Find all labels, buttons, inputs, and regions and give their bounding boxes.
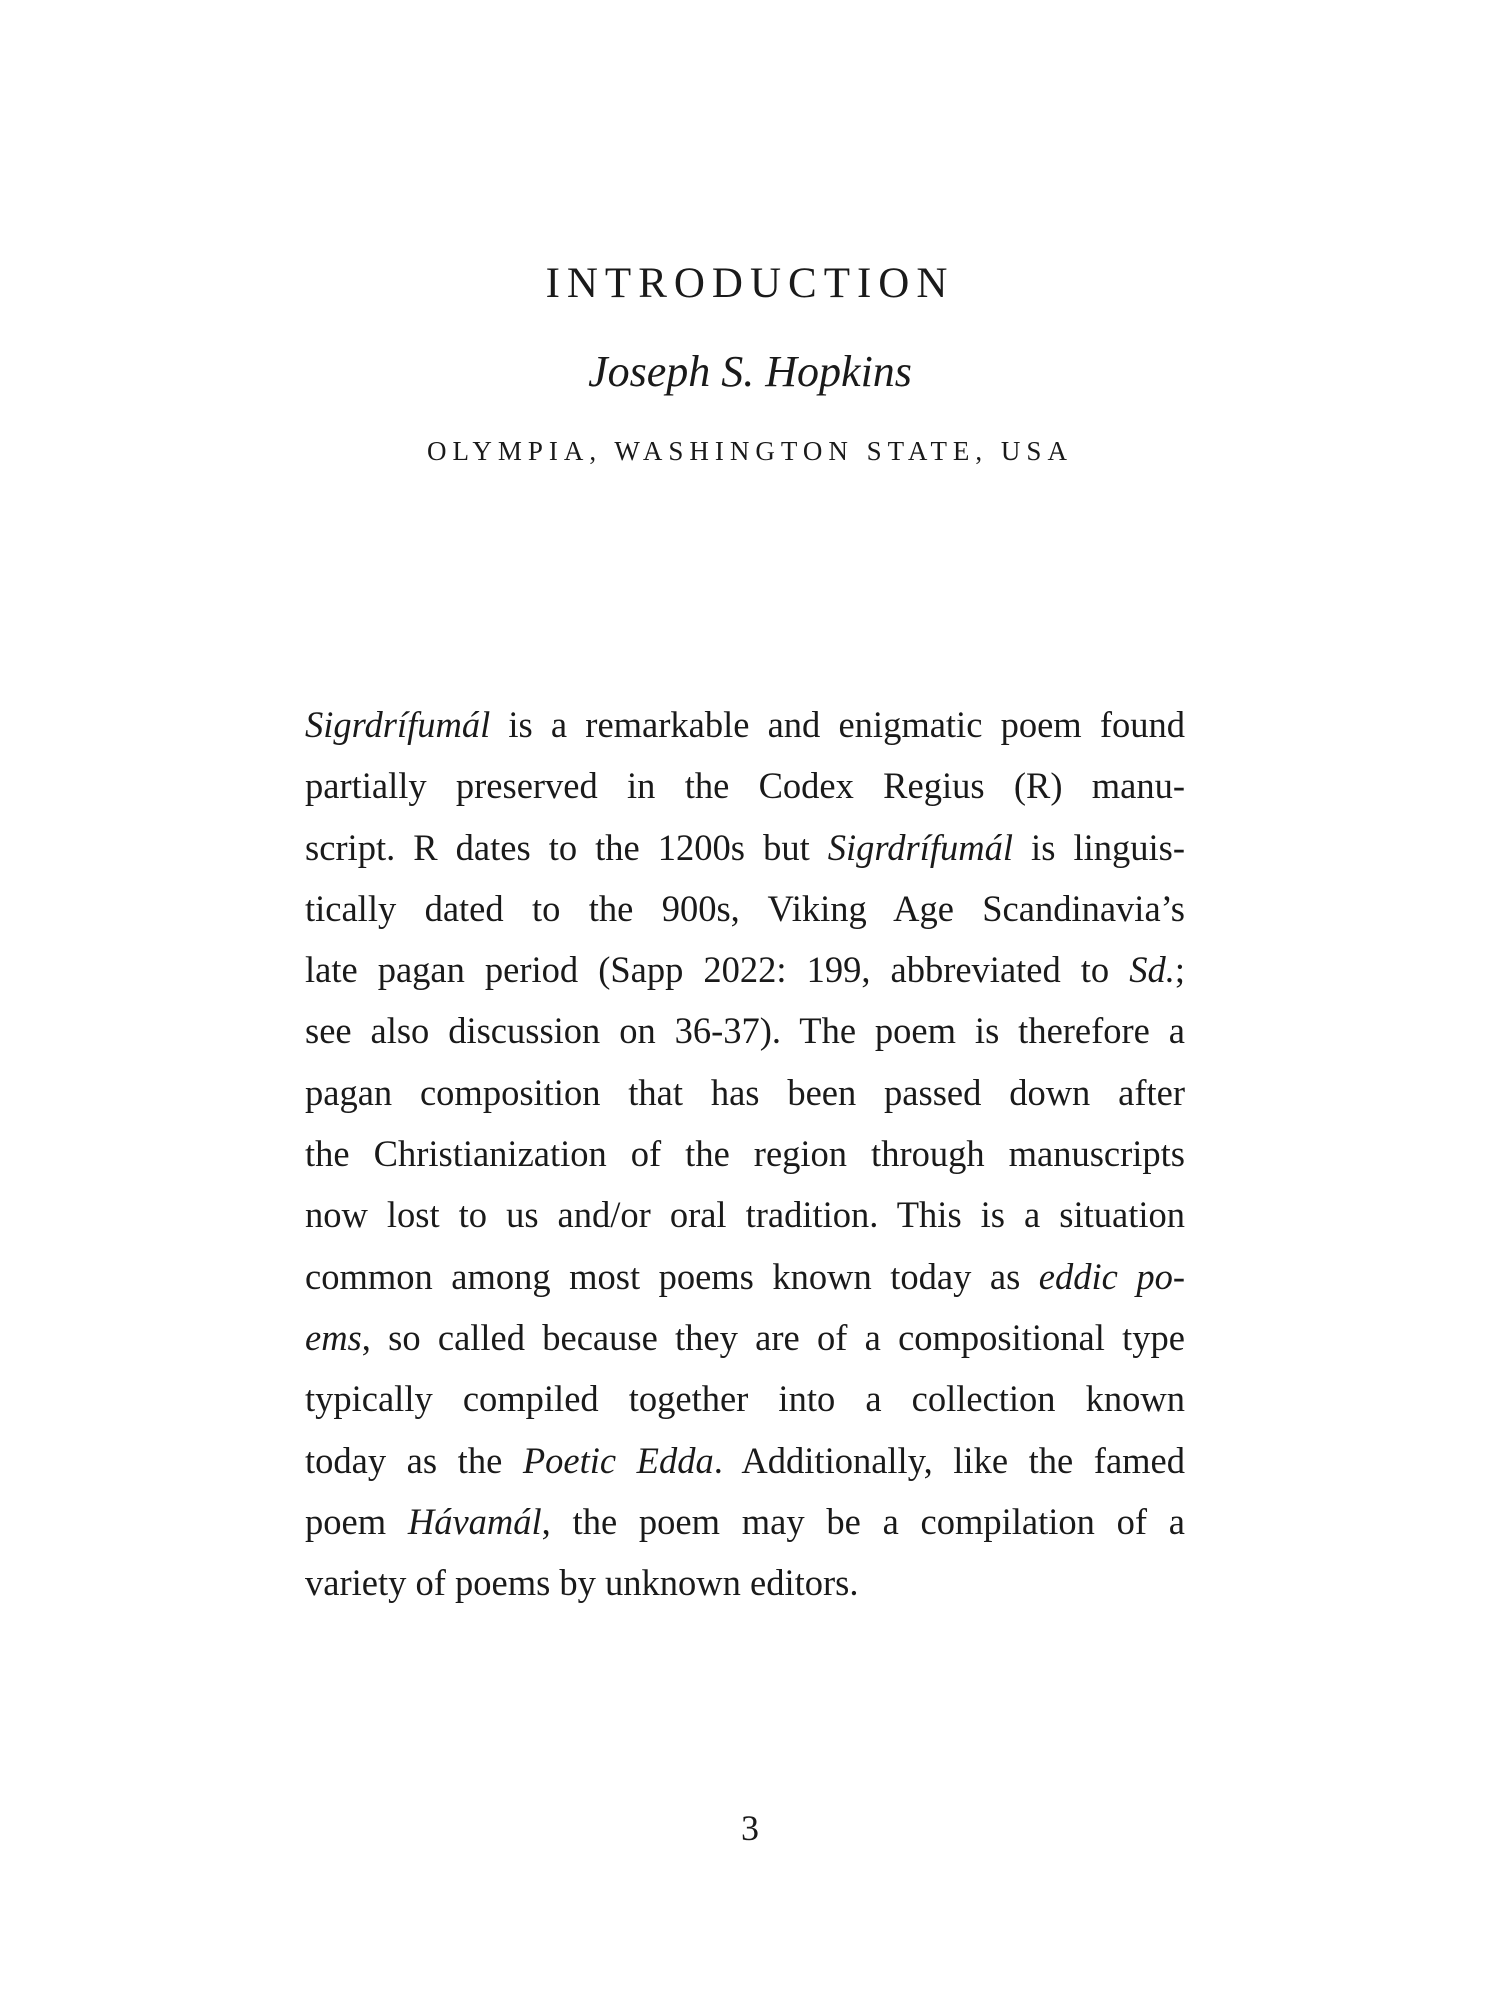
paragraph-line bbox=[305, 878, 1185, 939]
italic-text: eddic po- bbox=[1038, 1255, 1185, 1297]
text-run: , the poem may be a compilation of a bbox=[541, 1500, 1185, 1542]
italic-text: Sd. bbox=[1129, 949, 1175, 991]
italic-text: ems bbox=[305, 1316, 362, 1358]
italic-text: Poetic Edda bbox=[522, 1439, 714, 1481]
paragraph-line bbox=[305, 1062, 1185, 1123]
text-run: , so called because they are of a compositional type bbox=[361, 1316, 1185, 1358]
text-run: variety of poems by unknown editors. bbox=[305, 1562, 859, 1604]
italic-text: Sigrdrífumál bbox=[305, 704, 491, 745]
text-run: typically compiled together into a collection known bbox=[305, 1378, 1185, 1420]
italic-text: Hávamál bbox=[407, 1500, 542, 1542]
chapter-title: INTRODUCTION bbox=[545, 260, 955, 307]
text-run: see also discussion on 36-37). The poem is therefore a bbox=[305, 1010, 1185, 1052]
text-run: . Additionally, like the famed bbox=[713, 1439, 1185, 1481]
italic-text: Sigrdrífumál bbox=[827, 826, 1013, 868]
text-run: tically dated to the 900s, Viking Age Scandinavia’s bbox=[305, 887, 1185, 929]
text-run: ; bbox=[1174, 949, 1185, 991]
body-paragraph bbox=[305, 694, 1185, 1613]
paragraph-line bbox=[305, 694, 1185, 755]
paragraph-line bbox=[305, 1307, 1185, 1368]
text-run: late pagan period (Sapp 2022: 199, abbreviated to bbox=[305, 949, 1130, 991]
text-run: is a remarkable and enigmatic poem found bbox=[490, 704, 1185, 745]
paragraph-line bbox=[305, 817, 1185, 878]
paragraph-line bbox=[305, 1246, 1185, 1307]
paragraph-line bbox=[305, 939, 1185, 1000]
paragraph-line bbox=[305, 1000, 1185, 1061]
author-name: Joseph S. Hopkins bbox=[588, 347, 912, 396]
text-run: now lost to us and/or oral tradition. This is a situation bbox=[305, 1194, 1185, 1236]
text-run: today as the bbox=[305, 1439, 523, 1481]
paragraph-line bbox=[305, 1368, 1185, 1429]
text-run: the Christianization of the region through manuscripts bbox=[305, 1133, 1185, 1175]
page-number: 3 bbox=[741, 1808, 759, 1848]
paragraph-line bbox=[305, 1552, 1185, 1613]
paragraph-line bbox=[305, 1123, 1185, 1184]
text-run: partially preserved in the Codex Regius (R) manu- bbox=[305, 765, 1185, 807]
author-location: OLYMPIA, WASHINGTON STATE, USA bbox=[427, 436, 1073, 466]
text-run: common among most poems known today as bbox=[305, 1255, 1039, 1297]
paragraph-line bbox=[305, 755, 1185, 816]
paragraph-line bbox=[305, 1184, 1185, 1245]
paragraph-line bbox=[305, 1491, 1185, 1552]
text-run: pagan composition that has been passed down after bbox=[305, 1071, 1185, 1113]
paragraph-line bbox=[305, 1430, 1185, 1491]
text-run: script. R dates to the 1200s but bbox=[305, 826, 828, 868]
text-run: poem bbox=[305, 1500, 408, 1542]
text-run: is linguis- bbox=[1013, 826, 1185, 868]
